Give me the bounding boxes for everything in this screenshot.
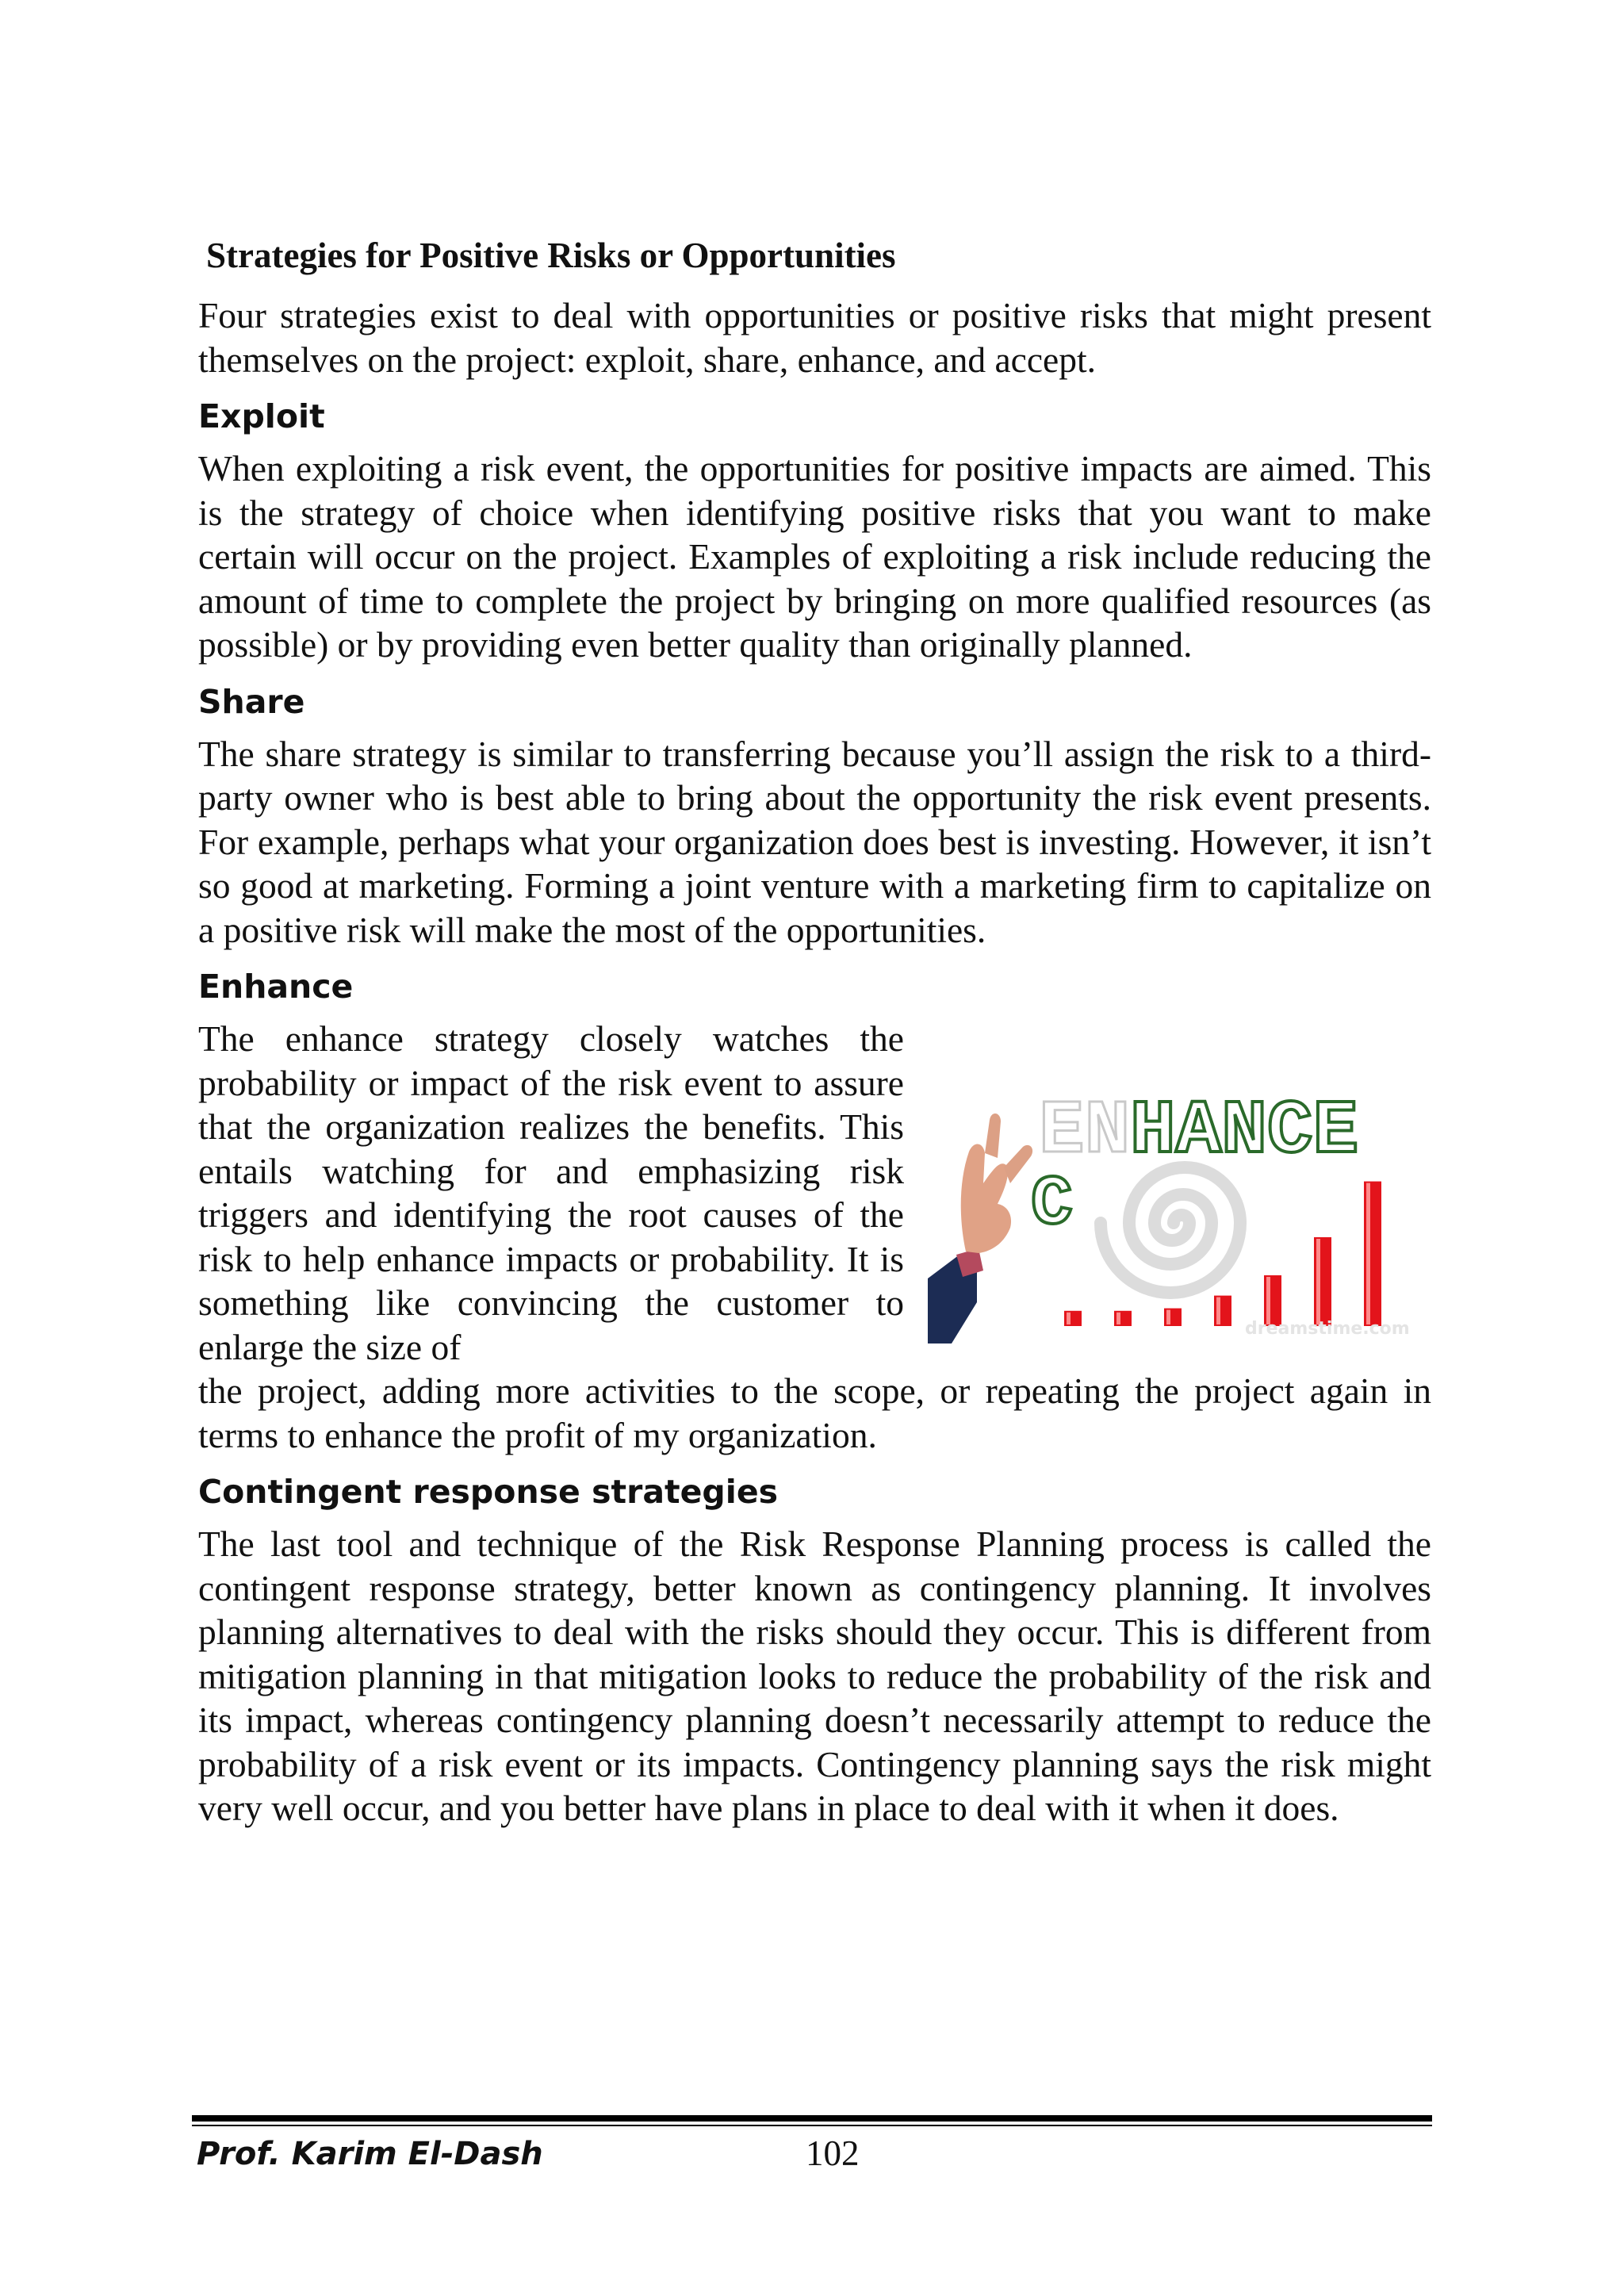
- enhance-paragraph-rest: the project, adding more activities to the scope, or repeating the project again in terms to enhance the profit of my organization.: [198, 1370, 1431, 1455]
- hand-graphic: [928, 1114, 1032, 1343]
- share-paragraph: The share strategy is similar to transferring because you’ll assign the risk to a third-party owner who is best able to bring about the opportunity the risk event presents. For example, perhaps what your organization does best is investing. However, it isn’t so good at marketing. Forming a joint venture with a marketing firm to capitalize on a positive risk will make the most of the opportunities.: [198, 733, 1431, 950]
- growth-bar-highlight: [1316, 1239, 1320, 1324]
- enhance-word-faded: EN: [1039, 1088, 1131, 1175]
- heading-contingent: Contingent response strategies: [198, 1473, 779, 1511]
- heading-share: Share: [198, 682, 305, 721]
- intro-paragraph: Four strategies exist to deal with opportunities or positive risks that might present themselves on the project: exploit, share, enhance, and accept.: [198, 295, 1431, 380]
- enhance-word-strong: HANCE: [1130, 1088, 1359, 1175]
- contingent-paragraph: The last tool and technique of the Risk Response Planning process is called the contingent response strategy, better known as contingency planning. It involves planning alternatives to deal with the risks should they occur. This is different from mitigation planning in that mitigation looks to reduce the probability of the risk and its impact, whereas contingency planning doesn’t necessarily attempt to reduce the probability of a risk event or its impacts. Contingency planning says the risk might very well occur, and you better have plans in place to deal with it when it does.: [198, 1524, 1431, 1828]
- exploit-paragraph: When exploiting a risk event, the opportunities for positive impacts are aimed. This is the strategy of choice when identifying positive risks that you want to make certain will occur on the project. Examples of exploiting a risk include reducing the amount of time to complete the project by bringing on more qualified resources (as possible) or by providing even better quality than originally planned.: [198, 448, 1431, 665]
- growth-bar-highlight: [1067, 1313, 1071, 1324]
- heading-exploit: Exploit: [198, 397, 325, 435]
- footer-author: Prof. Karim El-Dash: [197, 2136, 543, 2172]
- page-title: Strategies for Positive Risks or Opportunities: [206, 236, 896, 275]
- growth-bar-highlight: [1366, 1183, 1370, 1324]
- footer-rule-thin: [192, 2125, 1432, 2126]
- heading-enhance: Enhance: [198, 968, 354, 1006]
- growth-bar-highlight: [1266, 1277, 1270, 1324]
- page-content: [198, 228, 1431, 1830]
- growth-bar-highlight: [1166, 1310, 1170, 1324]
- growth-bar-highlight: [1116, 1313, 1120, 1324]
- growth-bar-highlight: [1216, 1297, 1220, 1324]
- watermark-text: dreamstime.com: [1245, 1319, 1410, 1339]
- held-letter: C: [1031, 1166, 1073, 1244]
- page-number: 102: [806, 2133, 860, 2173]
- enhance-block: [198, 1017, 1431, 1457]
- spiral-graphic: [1101, 1167, 1240, 1293]
- footer-rule: [192, 2115, 1432, 2122]
- enhance-illustration: [928, 1064, 1434, 1343]
- enhance-paragraph-wrapped: The enhance strategy closely watches the probability or impact of the risk event to assure that the organization realizes the benefits. This entails watching for and emphasizing risk triggers and identifying the root causes of the risk to help enhance impacts or probability. It is something like convincing the customer to enlarge the size of: [198, 1018, 904, 1367]
